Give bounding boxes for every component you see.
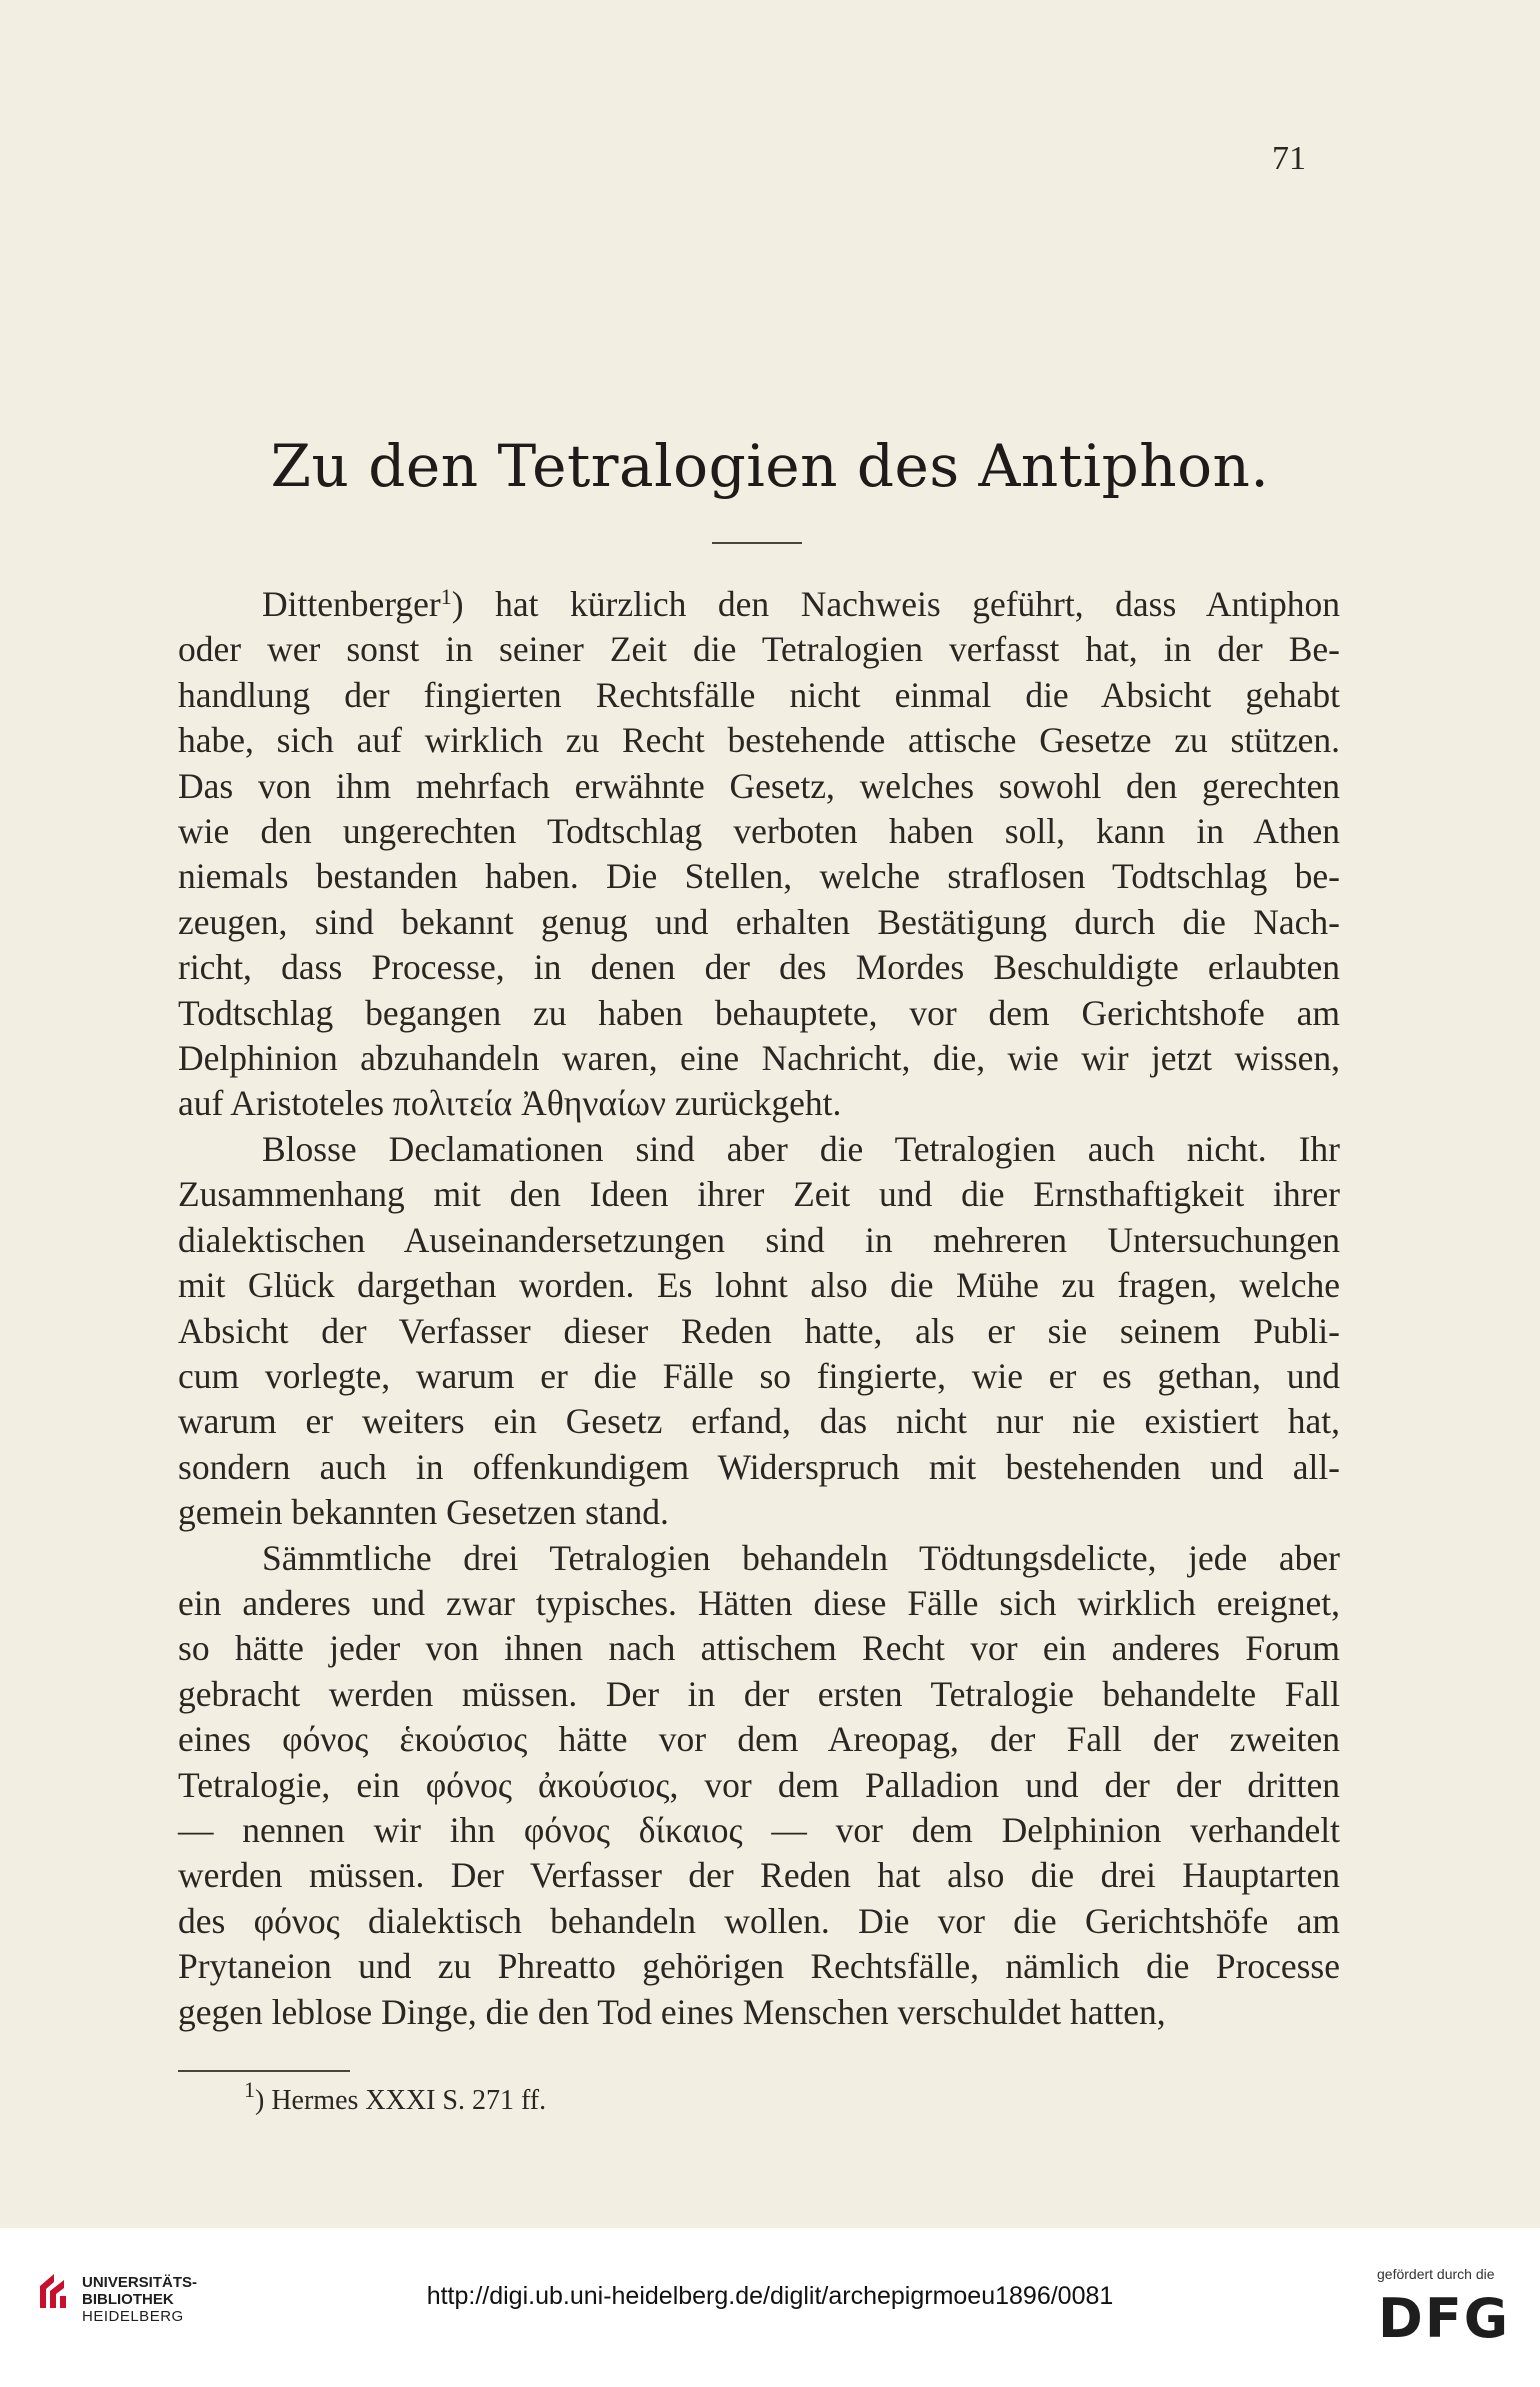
text-line: Das von ihm mehrfach erwähnte Gesetz, welches sowohl den gerechten	[178, 765, 1340, 806]
text-line: gegen leblose Dinge, die den Tod eines Menschen verschuldet hatten,	[178, 1991, 1166, 2032]
text-line: Zusammenhang mit den Ideen ihrer Zeit und die Ernsthaftigkeit ihrer	[178, 1174, 1340, 1215]
text-line: gemein bekannten Gesetzen stand.	[178, 1492, 669, 1533]
text-line: richt, dass Processe, in denen der des Mordes Beschuldigte erlaubten	[178, 947, 1340, 988]
footnote-reference: 1	[440, 584, 452, 609]
text-line: Absicht der Verfasser dieser Reden hatte, als er sie seinem Publi-	[178, 1310, 1340, 1351]
text-line: des φόνος dialektisch behandeln wollen. Die vor die Gerichtshöfe am	[178, 1900, 1340, 1941]
text-line: auf Aristoteles πολιτεία Ἀθηναίων zurückgeht.	[178, 1083, 842, 1124]
library-name-line1: UNIVERSITÄTS-	[82, 2274, 198, 2291]
text-line: Blosse Declamationen sind aber die Tetralogien auch nicht. Ihr	[262, 1128, 1340, 1169]
text-line: oder wer sonst in seiner Zeit die Tetralogien verfasst hat, in der Be-	[178, 629, 1340, 670]
text-line: ein anderes und zwar typisches. Hätten diese Fälle sich wirklich ereignet,	[178, 1582, 1340, 1623]
text-line: Todtschlag begangen zu haben behauptete, vor dem Gerichtshofe am	[178, 992, 1340, 1033]
footnote-text: ) Hermes XXXI S. 271 ff.	[255, 2085, 547, 2116]
text-line: gebracht werden müssen. Der in der ersten Tetralogie behandelte Fall	[178, 1673, 1340, 1714]
footnote-marker: 1	[244, 2077, 255, 2102]
footnote	[244, 2077, 547, 2117]
article-title: Zu den Tetralogien des Antiphon.	[270, 432, 1270, 500]
text-line: Delphinion abzuhandeln waren, eine Nachricht, die, wie wir jetzt wissen,	[178, 1038, 1340, 1079]
dfg-logo: DFG	[1378, 2287, 1511, 2350]
text-line: so hätte jeder von ihnen nach attischem Recht vor ein anderes Forum	[178, 1628, 1340, 1669]
text-line: mit Glück dargethan worden. Es lohnt also die Mühe zu fragen, welche	[178, 1265, 1340, 1306]
digitization-footer	[0, 2228, 1540, 2387]
text-line: cum vorlegte, warum er die Fälle so fingierte, wie er es gethan, und	[178, 1355, 1340, 1396]
text-line: dialektischen Auseinandersetzungen sind in mehreren Untersuchungen	[178, 1219, 1340, 1260]
library-name-line2: BIBLIOTHEK	[82, 2291, 174, 2308]
text-line: habe, sich auf wirklich zu Recht bestehende attische Gesetze zu stützen.	[178, 720, 1340, 761]
text-line: — nennen wir ihn φόνος δίκαιος — vor dem Delphinion verhandelt	[178, 1809, 1340, 1850]
text-line: eines φόνος ἑκούσιος hätte vor dem Areopag, der Fall der zweiten	[178, 1719, 1340, 1760]
source-url-link[interactable]: http://digi.ub.uni-heidelberg.de/diglit/archepigrmoeu1896/0081	[426, 2282, 1114, 2310]
footnote-divider	[178, 2070, 350, 2072]
text-line: zeugen, sind bekannt genug und erhalten Bestätigung durch die Nach-	[178, 901, 1340, 942]
text-line: Sämmtliche drei Tetralogien behandeln Tödtungsdelicte, jede aber	[262, 1537, 1340, 1578]
text-line: Tetralogie, ein φόνος ἀκούσιος, vor dem Palladion und der der dritten	[178, 1764, 1340, 1805]
library-name-line3: HEIDELBERG	[82, 2308, 184, 2325]
text-line: sondern auch in offenkundigem Widerspruch mit bestehenden und all-	[178, 1446, 1340, 1487]
article-body	[178, 582, 1340, 2035]
text-line: warum er weiters ein Gesetz erfand, das nicht nur nie existiert hat,	[178, 1401, 1340, 1442]
text-line: niemals bestanden haben. Die Stellen, welche straflosen Todtschlag be-	[178, 856, 1340, 897]
text-line: werden müssen. Der Verfasser der Reden hat also die drei Hauptarten	[178, 1855, 1340, 1896]
text-line: handlung der fingierten Rechtsfälle nicht einmal die Absicht gehabt	[178, 674, 1340, 715]
funder-label: gefördert durch die	[1377, 2266, 1495, 2282]
text-segment: Dittenberger	[262, 584, 441, 624]
text-line	[178, 582, 1340, 627]
text-segment: ) hat kürzlich den Nachweis geführt, dass Antiphon	[451, 584, 1340, 624]
text-line: wie den ungerechten Todtschlag verboten haben soll, kann in Athen	[178, 811, 1340, 852]
page-number: 71	[1272, 140, 1306, 177]
title-divider	[712, 542, 802, 544]
text-line: Prytaneion und zu Phreatto gehörigen Rechtsfälle, nämlich die Processe	[178, 1946, 1340, 1987]
